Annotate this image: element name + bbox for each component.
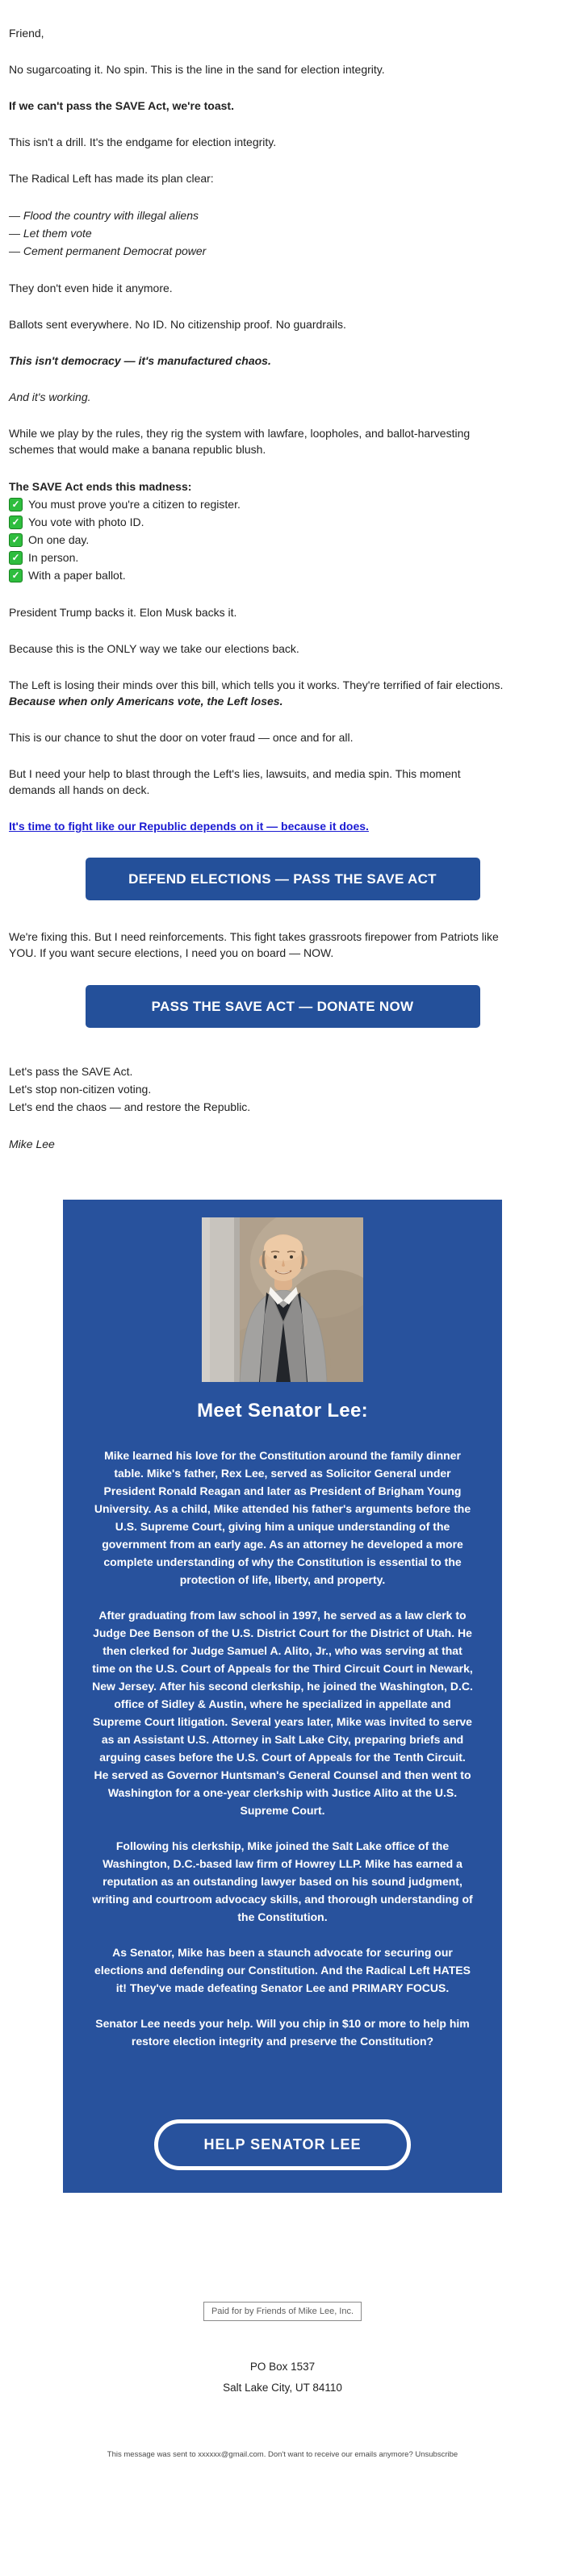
green-check-icon: ✓ xyxy=(9,498,23,511)
checklist-item xyxy=(9,513,509,531)
address-line: PO Box 1537 xyxy=(249,2361,316,2373)
checklist-item-label: You must prove you're a citizen to register. xyxy=(28,498,241,511)
email-footer xyxy=(0,2193,565,2540)
plan-item: — Cement permanent Democrat power xyxy=(9,244,207,257)
closing-lines xyxy=(9,1063,509,1116)
paragraph: They don't even hide it anymore. xyxy=(9,282,173,294)
fine-print-text: This message was sent to xxxxxx@gmail.com. Don't want to receive our emails anymore? xyxy=(107,2450,416,2459)
checklist-item-label: In person. xyxy=(28,551,79,564)
donate-now-button[interactable]: PASS THE SAVE ACT — DONATE NOW xyxy=(86,985,480,1028)
paid-for-disclaimer: Paid for by Friends of Mike Lee, Inc. xyxy=(203,2302,362,2321)
checklist-item xyxy=(9,495,509,513)
bio-paragraph: After graduating from law school in 1997, he served as a law clerk to Judge Dee Benson of the U.S. District Court for the District of Utah. He then clerked for Judge Samuel A. Alito, Jr., who was serving at that time on the U.S. Court of Appeals for the Third Circuit Court in Newark, New Jersey. After his second clerkship, he joined the Washington, D.C. office of Sidley & Austin, where he specialized in appellate and Supreme Court litigation. Several years later, Mike was invited to serve as an Assistant U.S. Attorney in Salt Lake City, preparing briefs and arguing cases before the U.S. Court of Appeals for the Tenth Circuit. He served as Governor Huntsman's General Counsel and then went to Washington for a one-year clerkship with Justice Alito at the U.S. Supreme Court. xyxy=(92,1609,473,1817)
paragraph: This isn't a drill. It's the endgame for election integrity. xyxy=(9,136,277,148)
paragraph: This is our chance to shut the door on voter fraud — once and for all. xyxy=(9,731,354,744)
closing-line: Let's pass the SAVE Act. xyxy=(9,1065,133,1078)
green-check-icon: ✓ xyxy=(9,516,23,529)
paragraph: We're fixing this. But I need reinforcements. This fight takes grassroots firepower from Patriots like YOU. If you want secure elections, I need you on board — NOW. xyxy=(9,930,499,959)
senator-bio-card xyxy=(63,1200,502,2193)
bio-paragraph: As Senator, Mike has been a staunch advocate for securing our elections and defending our Constitution. And the Radical Left HATES it! They've made defeating Senator Lee and PRIMARY FOCUS. xyxy=(94,1946,471,1994)
fight-for-republic-link[interactable]: It's time to fight like our Republic depends on it — because it does. xyxy=(9,820,369,833)
bio-heading: Meet Senator Lee: xyxy=(197,1400,368,1422)
defend-elections-button[interactable]: DEFEND ELECTIONS — PASS THE SAVE ACT xyxy=(86,858,480,900)
paragraph-emphasis-part: Because when only Americans vote, the Left loses. xyxy=(9,695,283,708)
save-act-checklist xyxy=(9,478,509,584)
mailing-address xyxy=(0,2357,565,2399)
paragraph: While we play by the rules, they rig the system with lawfare, loopholes, and ballot-harvesting schemes that would make a banana republic blush. xyxy=(9,427,471,456)
checklist-item xyxy=(9,566,509,584)
senator-photo xyxy=(202,1217,363,1382)
email-body xyxy=(0,0,565,1152)
green-check-icon: ✓ xyxy=(9,569,23,582)
paragraph-normal-part: The Left is losing their minds over this bill, which tells you it works. They're terrified of fair elections. xyxy=(9,678,504,691)
green-check-icon: ✓ xyxy=(9,533,23,547)
greeting: Friend, xyxy=(9,27,44,40)
paragraph: The Radical Left has made its plan clear: xyxy=(9,172,214,185)
checklist-item-label: On one day. xyxy=(28,533,90,546)
checklist-heading: The SAVE Act ends this madness: xyxy=(9,480,192,493)
checklist-item xyxy=(9,531,509,549)
paragraph-italic: And it's working. xyxy=(9,390,91,403)
fine-print xyxy=(0,2450,565,2540)
checklist-item xyxy=(9,549,509,566)
bio-paragraph: Senator Lee needs your help. Will you chip in $10 or more to help him restore election integrity and preserve the Constitution? xyxy=(95,2017,470,2048)
bio-paragraph: Mike learned his love for the Constitution around the family dinner table. Mike's father, Rex Lee, served as Solicitor General under President Ronald Reagan and later as President of Brigham Young University. As a child, Mike attended his father's arguments before the U.S. Supreme Court, giving him a unique understanding of the government from an early age. As an attorney he developed a more complete understanding of why the Constitution is essential to the protection of life, liberty, and property. xyxy=(94,1449,471,1586)
bio-paragraph: Following his clerkship, Mike joined the Salt Lake office of the Washington, D.C.-based law firm of Howrey LLP. Mike has earned a reputation as an outstanding lawyer based on his sound judgment, writing and courtroom advocacy skills, and thorough understanding of the Constitution. xyxy=(92,1839,473,1923)
checklist-item-label: You vote with photo ID. xyxy=(28,516,144,528)
green-check-icon: ✓ xyxy=(9,551,23,565)
signature: Mike Lee xyxy=(9,1138,55,1150)
unsubscribe-link[interactable]: Unsubscribe xyxy=(415,2450,458,2459)
plan-item: — Let them vote xyxy=(9,227,92,240)
fight-link-line xyxy=(9,818,509,834)
checklist-item-label: With a paper ballot. xyxy=(28,569,126,582)
paragraph: No sugarcoating it. No spin. This is the line in the sand for election integrity. xyxy=(9,63,385,76)
paragraph-bold: If we can't pass the SAVE Act, we're toast. xyxy=(9,99,234,112)
address-line: Salt Lake City, UT 84110 xyxy=(223,2382,342,2394)
plan-list xyxy=(9,207,509,260)
plan-item: — Flood the country with illegal aliens xyxy=(9,209,199,222)
paragraph-bold-italic: This isn't democracy — it's manufactured chaos. xyxy=(9,354,271,367)
paragraph: But I need your help to blast through the Left's lies, lawsuits, and media spin. This moment demands all hands on deck. xyxy=(9,767,461,796)
closing-line: Let's stop non-citizen voting. xyxy=(9,1083,152,1096)
paragraph-mixed xyxy=(9,677,509,709)
closing-line: Let's end the chaos — and restore the Republic. xyxy=(9,1100,251,1113)
paragraph: Ballots sent everywhere. No ID. No citizenship proof. No guardrails. xyxy=(9,318,346,331)
paragraph: President Trump backs it. Elon Musk backs it. xyxy=(9,606,237,619)
paragraph: Because this is the ONLY way we take our elections back. xyxy=(9,642,299,655)
help-senator-lee-button[interactable]: HELP SENATOR LEE xyxy=(154,2119,410,2170)
